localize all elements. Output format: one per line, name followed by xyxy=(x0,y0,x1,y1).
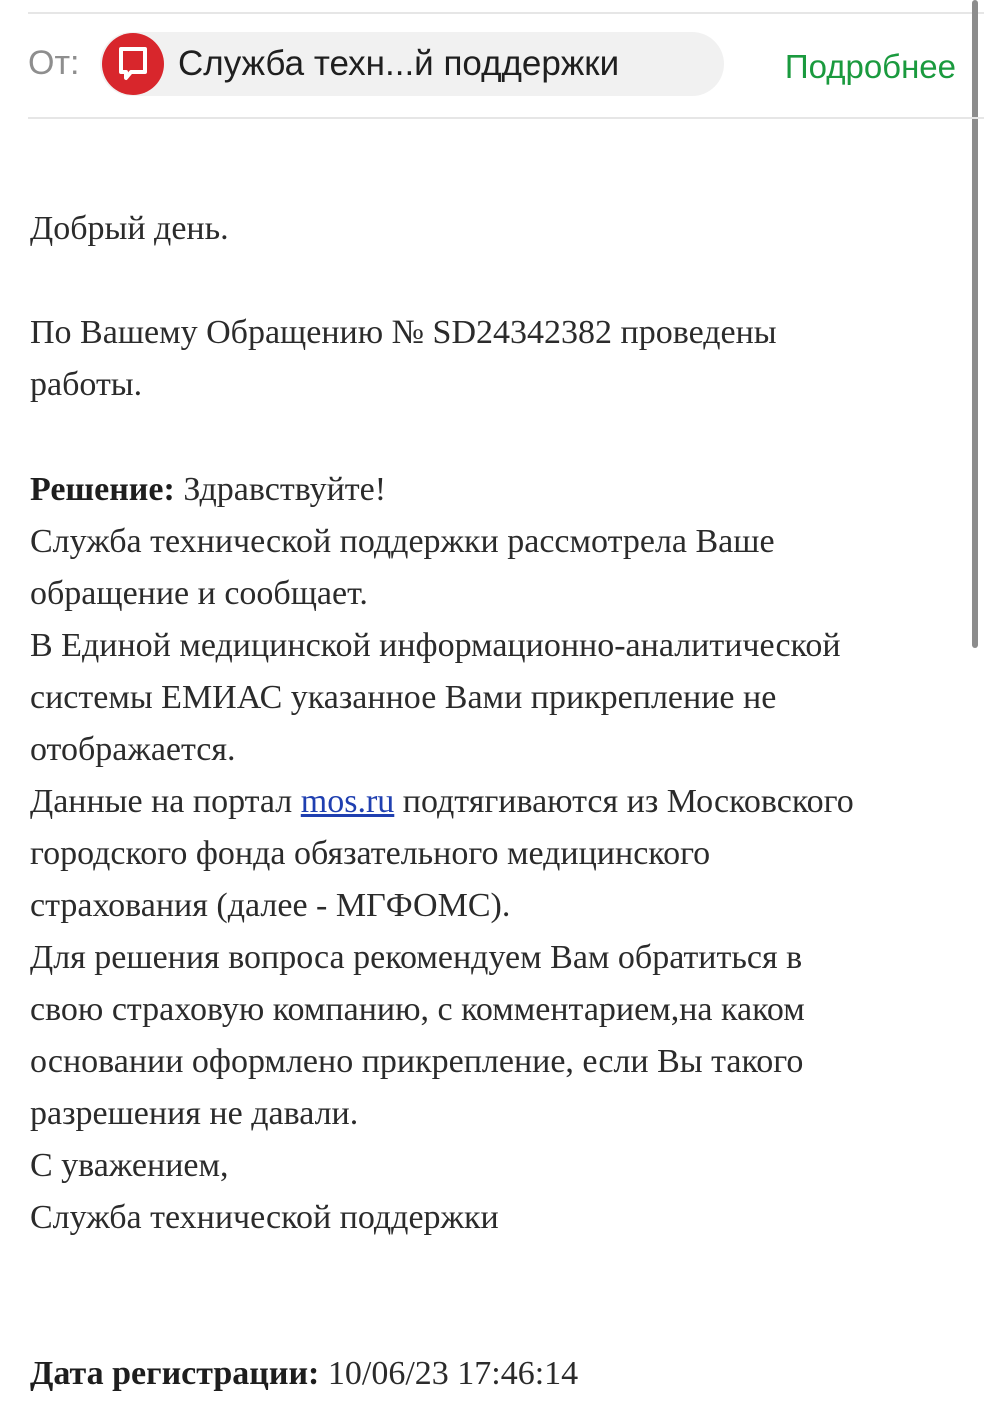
sender-chip[interactable] xyxy=(100,32,724,96)
signature: Служба технической поддержки xyxy=(30,1199,499,1236)
request-line: По Вашему Обращению № SD24342382 проведены xyxy=(30,314,777,351)
body-line: разрешения не давали. xyxy=(30,1095,359,1132)
body-line: обращение и сообщает. xyxy=(30,575,368,612)
chat-bubble-icon xyxy=(102,33,164,95)
solution-greeting: Здравствуйте! xyxy=(183,471,387,508)
request-line: работы. xyxy=(30,366,143,403)
from-row xyxy=(28,30,964,100)
body-line: системы ЕМИАС указанное Вами прикрепление не xyxy=(30,679,777,716)
body-line: Для решения вопроса рекомендуем Вам обратиться в xyxy=(30,939,803,976)
registration-value: 10/06/23 17:46:14 xyxy=(327,1355,579,1392)
from-label: От: xyxy=(28,44,80,82)
body-line: городского фонда обязательного медицинского xyxy=(30,835,711,872)
mos-ru-link[interactable]: mos.ru xyxy=(300,783,395,820)
portal-prefix: Данные на портал xyxy=(30,783,293,820)
top-divider xyxy=(28,12,984,14)
body-line: отображается. xyxy=(30,731,236,768)
sender-name: Служба техн...й поддержки xyxy=(178,44,620,83)
body-line: свою страховую компанию, с комментарием,на каком xyxy=(30,991,805,1028)
scrollbar[interactable] xyxy=(972,0,978,648)
portal-suffix: подтягиваются из Московского xyxy=(402,783,854,820)
sign-off: С уважением, xyxy=(30,1147,229,1184)
body-line: страхования (далее - МГФОМС). xyxy=(30,887,511,924)
solution-line xyxy=(30,464,386,516)
body-line: Служба технической поддержки рассмотрела Ваше xyxy=(30,523,775,560)
registration-date xyxy=(30,1348,578,1400)
body-line: основании оформлено прикрепление, если Вы такого xyxy=(30,1043,804,1080)
portal-line xyxy=(30,776,854,828)
details-link[interactable]: Подробнее xyxy=(784,48,956,85)
header-divider xyxy=(28,117,984,119)
body-line: В Единой медицинской информационно-аналитической xyxy=(30,627,841,664)
registration-label: Дата регистрации: xyxy=(30,1355,320,1392)
greeting: Добрый день. xyxy=(30,210,229,247)
solution-label: Решение: xyxy=(30,471,175,508)
